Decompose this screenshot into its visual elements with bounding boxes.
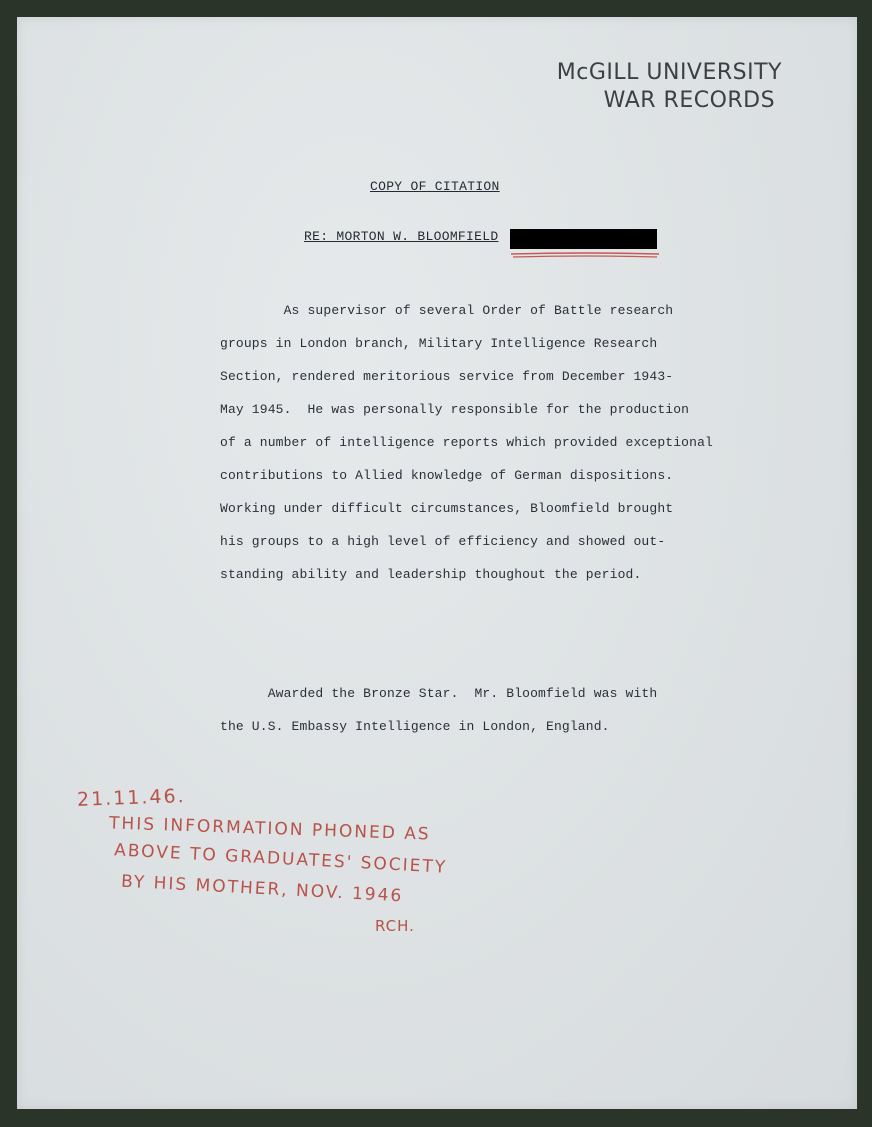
handwritten-date: 21.11.46. <box>76 785 187 811</box>
document-title: COPY OF CITATION <box>370 179 500 194</box>
award-paragraph <box>220 677 760 743</box>
body-line: Section, rendered meritorious service from December 1943- <box>220 369 674 384</box>
body-line: his groups to a high level of efficiency and showed out- <box>220 534 666 549</box>
handwritten-note-line-2: ABOVE TO GRADUATES' SOCIETY <box>113 840 448 878</box>
handwritten-note-line-1: THIS INFORMATION PHONED AS <box>108 813 432 845</box>
document-page <box>17 17 857 1109</box>
body-line: May 1945. He was personally responsible for the production <box>220 402 690 417</box>
subject-line: RE: MORTON W. BLOOMFIELD <box>304 229 499 244</box>
body-line: of a number of intelligence reports which provided exceptional <box>220 435 713 450</box>
red-pencil-underline <box>509 251 661 259</box>
award-line: the U.S. Embassy Intelligence in London, England. <box>220 719 610 734</box>
war-records-stamp <box>556 59 782 115</box>
body-line: As supervisor of several Order of Battle research <box>220 303 674 318</box>
body-line: contributions to Allied knowledge of German dispositions. <box>220 468 674 483</box>
award-line: Awarded the Bronze Star. Mr. Bloomfield was with <box>220 686 658 701</box>
stamp-line-2: WAR RECORDS <box>603 88 776 113</box>
redaction-bar <box>510 229 657 249</box>
citation-body <box>220 294 760 591</box>
body-line: Working under difficult circumstances, Bloomfield brought <box>220 501 674 516</box>
handwritten-initials: RCH. <box>375 917 415 935</box>
body-line: standing ability and leadership thoughout the period. <box>220 567 642 582</box>
stamp-line-1: McGILL UNIVERSITY <box>556 60 782 85</box>
handwritten-note-line-3: BY HIS MOTHER, NOV. 1946 <box>120 871 404 907</box>
body-line: groups in London branch, Military Intelligence Research <box>220 336 658 351</box>
